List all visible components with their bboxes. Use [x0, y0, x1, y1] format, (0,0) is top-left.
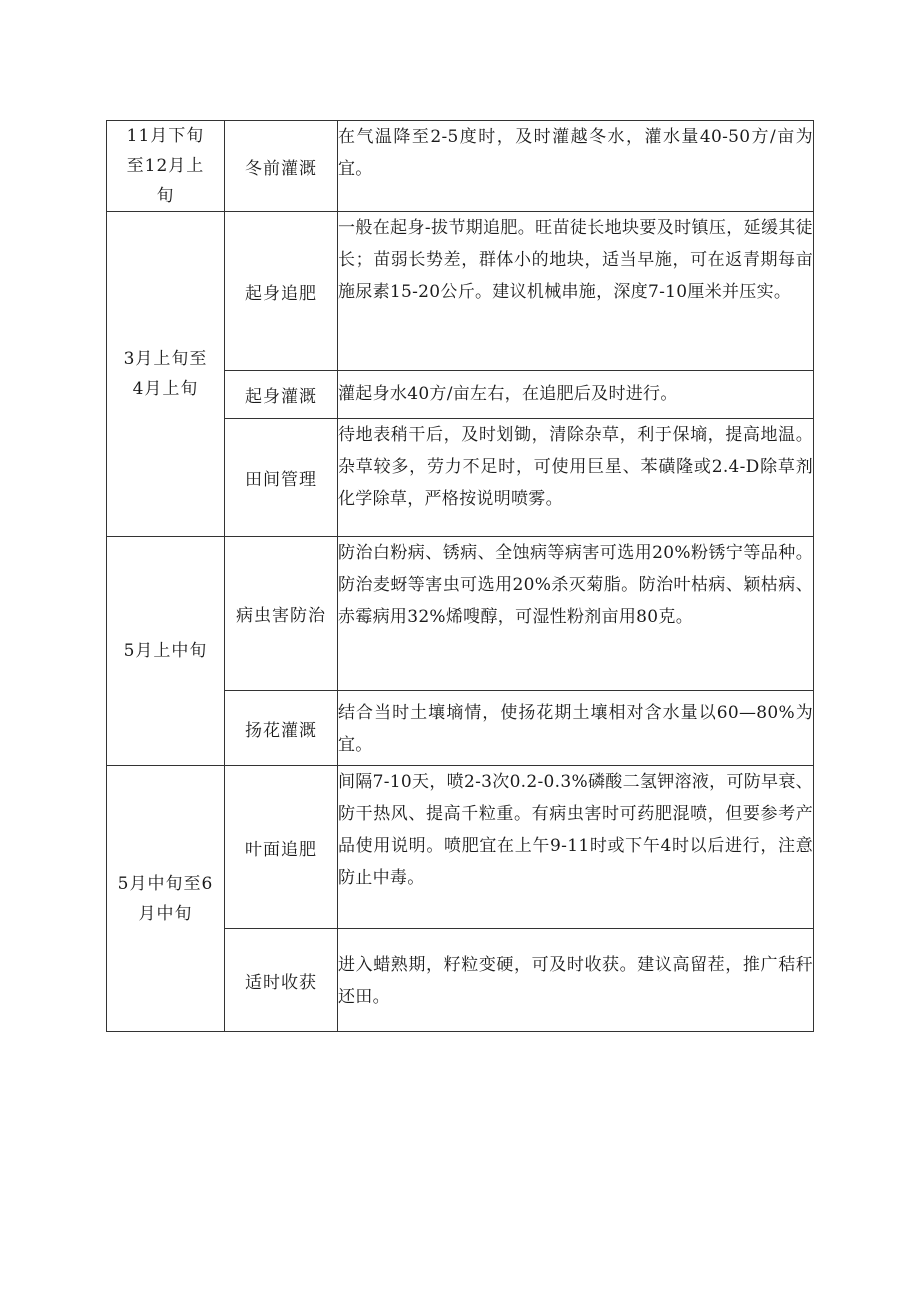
period-cell: 5月中旬至6月中旬: [107, 766, 225, 1032]
period-cell: 3月上旬至4月上旬: [107, 212, 225, 537]
task-cell: 冬前灌溉: [225, 121, 338, 212]
task-cell: 病虫害防治: [225, 537, 338, 691]
detail-cell: 防治白粉病、锈病、全蚀病等病害可选用20%粉锈宁等品种。防治麦蚜等害虫可选用20%杀灭菊脂。防治叶枯病、颖枯病、赤霉病用32%烯嗖醇，可湿性粉剂亩用80克。: [338, 537, 814, 691]
task-cell: 适时收获: [225, 929, 338, 1032]
table-row: [107, 121, 814, 212]
task-cell: 起身灌溉: [225, 371, 338, 419]
detail-cell: 灌起身水40方/亩左右，在追肥后及时进行。: [338, 371, 814, 419]
wheat-management-table: [106, 120, 814, 1032]
detail-cell: 在气温降至2-5度时，及时灌越冬水，灌水量40-50方/亩为宜。: [338, 121, 814, 212]
detail-cell: 结合当时土壤墒情，使扬花期土壤相对含水量以60—80%为宜。: [338, 691, 814, 766]
task-cell: 叶面追肥: [225, 766, 338, 929]
table-row: [107, 537, 814, 691]
period-cell: 5月上中旬: [107, 537, 225, 766]
period-cell: 11月下旬至12月上旬: [107, 121, 225, 212]
detail-cell: 间隔7-10天，喷2-3次0.2-0.3%磷酸二氢钾溶液，可防早衰、防干热风、提高千粒重。有病虫害时可药肥混喷，但要参考产品使用说明。喷肥宜在上午9-11时或下午4时以后进行，注意防止中毒。: [338, 766, 814, 929]
task-cell: 田间管理: [225, 419, 338, 537]
detail-cell: 一般在起身-拔节期追肥。旺苗徒长地块要及时镇压，延缓其徒长；苗弱长势差，群体小的地块，适当早施，可在返青期每亩施尿素15-20公斤。建议机械串施，深度7-10厘米并压实。: [338, 212, 814, 371]
task-cell: 扬花灌溉: [225, 691, 338, 766]
table-row: [107, 766, 814, 929]
table-row: [107, 212, 814, 371]
task-cell: 起身追肥: [225, 212, 338, 371]
detail-cell: 待地表稍干后，及时划锄，清除杂草，利于保墒，提高地温。杂草较多，劳力不足时，可使用巨星、苯磺隆或2.4-D除草剂化学除草，严格按说明喷雾。: [338, 419, 814, 537]
detail-cell: 进入蜡熟期，籽粒变硬，可及时收获。建议高留茬，推广秸秆还田。: [338, 929, 814, 1032]
